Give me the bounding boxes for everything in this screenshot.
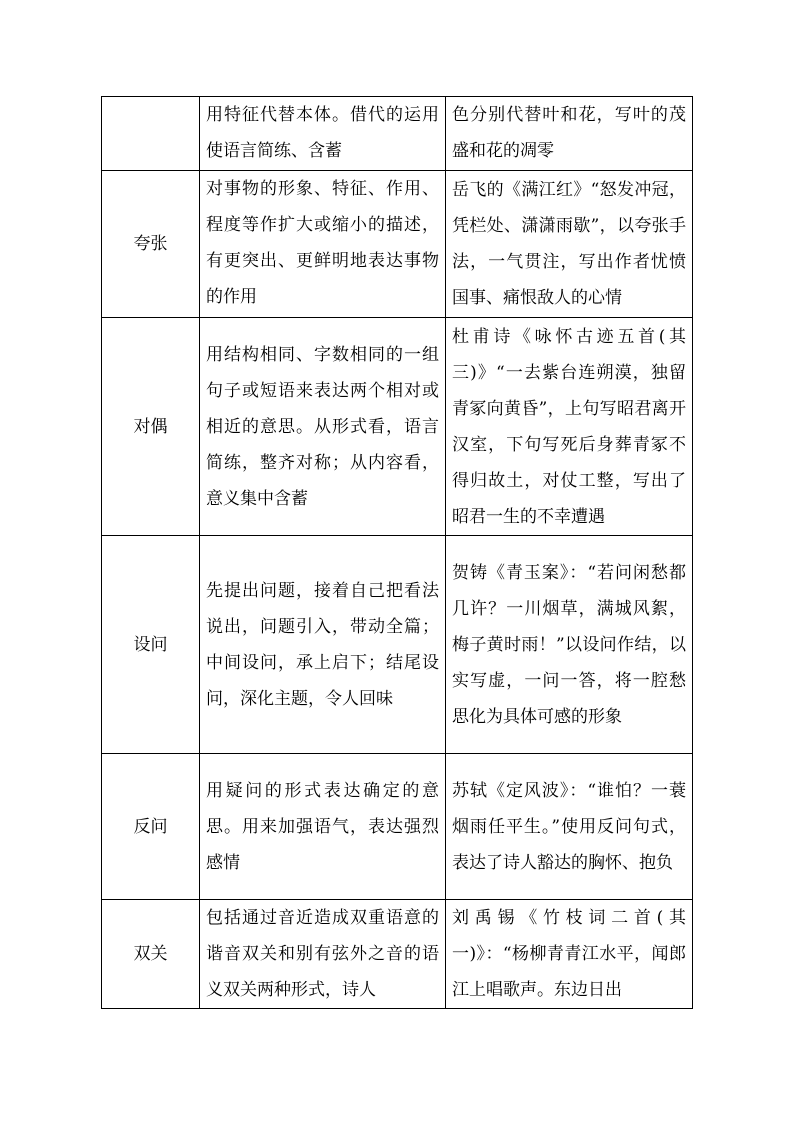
table-row [102, 754, 693, 900]
device-name-cell: 双关 [102, 900, 200, 1009]
device-example-cell: 苏轼《定风波》：“谁怕？一蓑烟雨任平生。”使用反问句式，表达了诗人豁达的胸怀、抱负 [446, 754, 693, 900]
device-example-cell: 杜甫诗《咏怀古迹五首(其三)》“一去紫台连朔漠，独留青冢向黄昏”，上句写昭君离开汉室，下句写死后身葬青冢不得归故土，对仗工整，写出了昭君一生的不幸遭遇 [446, 318, 693, 536]
device-example-cell: 贺铸《青玉案》：“若问闲愁都几许？一川烟草，满城风絮，梅子黄时雨！”以设问作结，以实写虚，一问一答，将一腔愁思化为具体可感的形象 [446, 536, 693, 754]
table-row [102, 171, 693, 318]
device-example-cell: 岳飞的《满江红》“怒发冲冠，凭栏处、潇潇雨歇”，以夸张手法，一气贯注，写出作者忧愤国事、痛恨敌人的心情 [446, 171, 693, 318]
device-name-cell: 对偶 [102, 318, 200, 536]
device-example-cell: 色分别代替叶和花，写叶的茂盛和花的凋零 [446, 97, 693, 171]
table-row [102, 318, 693, 536]
device-name-cell: 夸张 [102, 171, 200, 318]
table-row [102, 97, 693, 171]
device-definition-cell: 对事物的形象、特征、作用、程度等作扩大或缩小的描述，有更突出、更鲜明地表达事物的作用 [200, 171, 446, 318]
rhetoric-devices-table [101, 96, 693, 1009]
device-definition-cell: 包括通过音近造成双重语意的谐音双关和别有弦外之音的语义双关两种形式，诗人 [200, 900, 446, 1009]
device-definition-cell: 用疑问的形式表达确定的意思。用来加强语气，表达强烈感情 [200, 754, 446, 900]
table-row [102, 536, 693, 754]
device-name-cell [102, 97, 200, 171]
device-definition-cell: 先提出问题，接着自己把看法说出，问题引入，带动全篇；中间设问，承上启下；结尾设问，深化主题，令人回味 [200, 536, 446, 754]
device-definition-cell: 用特征代替本体。借代的运用使语言简练、含蓄 [200, 97, 446, 171]
device-definition-cell: 用结构相同、字数相同的一组句子或短语来表达两个相对或相近的意思。从形式看，语言简练，整齐对称；从内容看，意义集中含蓄 [200, 318, 446, 536]
device-name-cell: 反问 [102, 754, 200, 900]
device-example-cell: 刘禹锡《竹枝词二首(其一)》：“杨柳青青江水平，闻郎江上唱歌声。东边日出 [446, 900, 693, 1009]
device-name-cell: 设问 [102, 536, 200, 754]
table-row [102, 900, 693, 1009]
